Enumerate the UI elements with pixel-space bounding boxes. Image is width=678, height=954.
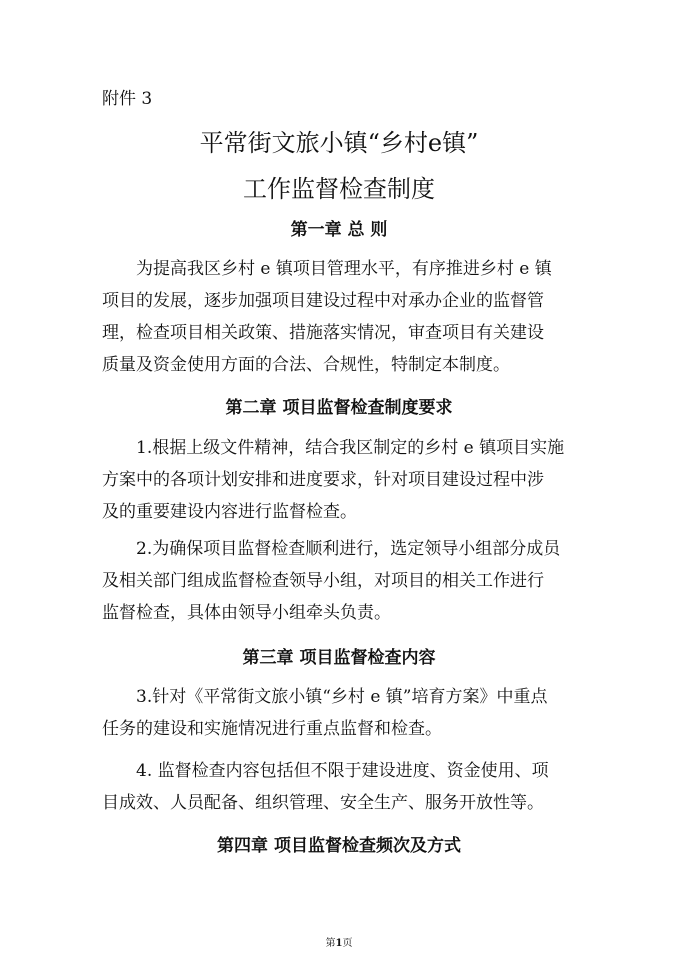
paragraph-line: 及相关部门组成监督检查领导小组，对项目的相关工作进行 [102,571,544,591]
paragraph-item-2 [102,533,578,629]
paragraph-item-1 [102,432,578,528]
chapter-4-heading: 第四章 项目监督检查频次及方式 [217,836,461,856]
paragraph-line: 监督检查，具体由领导小组牵头负责。 [102,603,391,623]
attachment-label: 附件 3 [102,89,153,109]
paragraph-line: 任务的建设和实施情况进行重点监督和检查。 [102,719,442,739]
chapter-2-heading: 第二章 项目监督检查制度要求 [225,398,453,418]
page-number [0,938,678,950]
chapter-1-heading: 第一章 总 则 [290,220,388,240]
paragraph-item-4 [102,755,578,819]
document-title-line-1: 平常街文旅小镇“乡村e镇” [199,129,479,157]
paragraph-line: 理，检查项目相关政策、措施落实情况，审查项目有关建设 [102,323,544,343]
paragraph-line: 4. 监督检查内容包括但不限于建设进度、资金使用、项 [136,761,549,781]
paragraph-line: 及的重要建设内容进行监督检查。 [102,502,357,522]
paragraph-line: 质量及资金使用方面的合法、合规性，特制定本制度。 [102,355,510,375]
page-number-prefix: 第 [325,938,336,949]
page-number-value: 1 [335,938,343,949]
chapter-3-heading: 第三章 项目监督检查内容 [242,648,436,668]
document-title-line-2: 工作监督检查制度 [243,175,435,203]
paragraph-line: 为提高我区乡村 e 镇项目管理水平，有序推进乡村 e 镇 [136,259,552,279]
paragraph-line: 1.根据上级文件精神，结合我区制定的乡村 e 镇项目实施 [136,438,565,458]
paragraph-line: 3.针对《平常街文旅小镇“乡村 e 镇”培育方案》中重点 [136,687,548,707]
paragraph-line: 方案中的各项计划安排和进度要求，针对项目建设过程中涉 [102,470,544,490]
paragraph-line: 项目的发展，逐步加强项目建设过程中对承办企业的监督管 [102,291,544,311]
paragraph-line: 2.为确保项目监督检查顺利进行，选定领导小组部分成员 [136,539,561,559]
page-number-suffix: 页 [342,938,353,949]
paragraph-general-principles [102,253,578,381]
paragraph-line: 目成效、人员配备、组织管理、安全生产、服务开放性等。 [102,793,544,813]
paragraph-item-3 [102,681,578,745]
